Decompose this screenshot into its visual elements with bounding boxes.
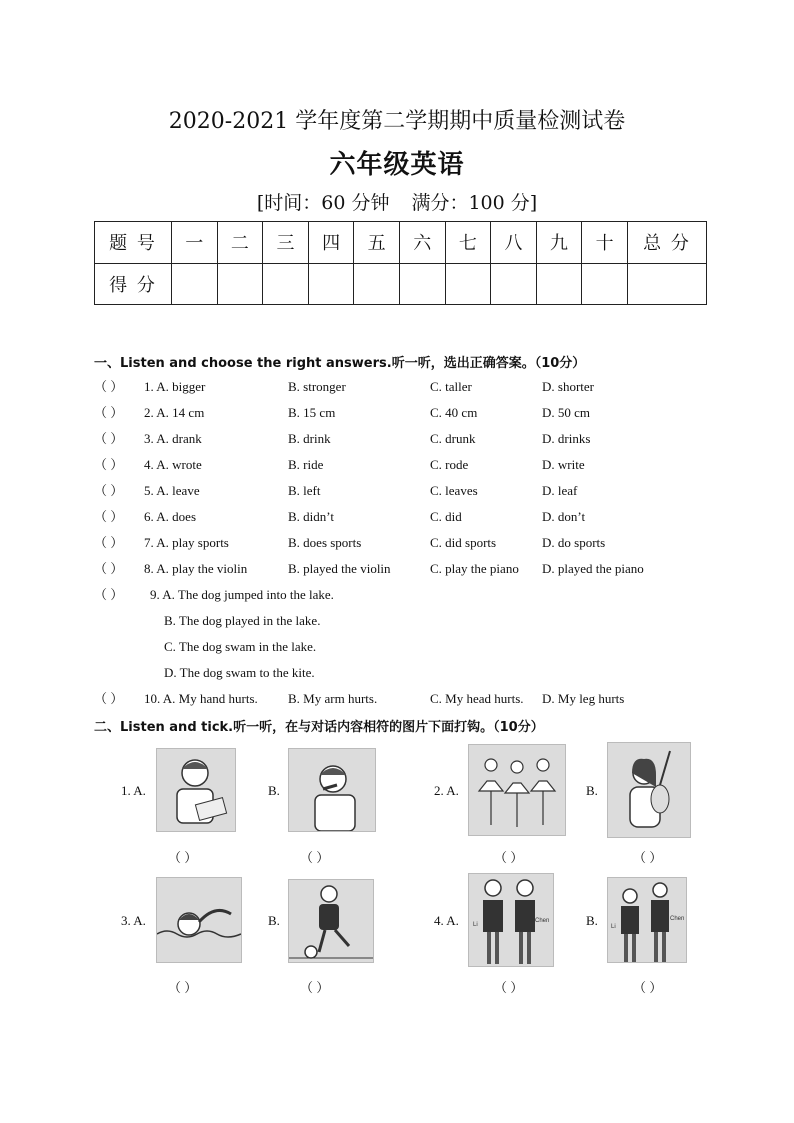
option-d: D. do sports — [542, 535, 606, 550]
item-4b-label: B. — [586, 913, 598, 928]
pipa-girl-image — [607, 742, 691, 838]
option-a: 7. A. play sports — [144, 535, 229, 550]
score-cell[interactable] — [308, 263, 354, 305]
score-table — [94, 221, 707, 305]
col-2: 二 — [217, 222, 263, 264]
section2-heading: 二、Listen and tick.听一听，在与对话内容相符的图片下面打钩。（10分） — [94, 720, 544, 735]
section1-heading: 一、Listen and choose the right answers.听一听，选出正确答案。（10分） — [94, 356, 586, 371]
option-b: B. stronger — [288, 379, 346, 394]
two-boys-image-a — [468, 873, 554, 967]
name-label-li: Li — [611, 924, 616, 930]
crying-boy-image — [288, 748, 376, 832]
item-4a-label: 4. A. — [434, 913, 459, 928]
score-cell[interactable] — [536, 263, 582, 305]
name-label-chen: Chen — [535, 918, 550, 924]
item-3a-label: 3. A. — [121, 913, 146, 928]
option-b: B. does sports — [288, 535, 362, 550]
answer-paren[interactable]: （ ） — [94, 457, 124, 472]
total-score-cell[interactable] — [628, 263, 707, 305]
col-3: 三 — [263, 222, 309, 264]
tick-3b[interactable]: （ ） — [300, 980, 330, 995]
time-label: [时间：60 分钟 — [256, 192, 390, 214]
tick-2b[interactable]: （ ） — [633, 850, 663, 865]
col-6: 六 — [399, 222, 445, 264]
item-2a-label: 2. A. — [434, 783, 459, 798]
option-d: D. The dog swam to the kite. — [164, 665, 315, 680]
answer-paren[interactable]: （ ） — [94, 691, 124, 706]
answer-paren[interactable]: （ ） — [94, 483, 124, 498]
football-boy-image — [288, 879, 374, 963]
option-d: D. don’t — [542, 509, 586, 524]
option-c: C. play the piano — [430, 561, 519, 576]
option-c: C. My head hurts. — [430, 691, 524, 706]
col-4: 四 — [308, 222, 354, 264]
score-cell[interactable] — [263, 263, 309, 305]
score-cell[interactable] — [172, 263, 218, 305]
option-b: B. My arm hurts. — [288, 691, 378, 706]
answer-paren[interactable]: （ ） — [94, 509, 124, 524]
option-c: C. did sports — [430, 535, 497, 550]
score-label: 得 分 — [95, 263, 172, 305]
tick-4a[interactable]: （ ） — [494, 980, 524, 995]
option-a: 8. A. play the violin — [144, 561, 248, 576]
score-table-header-row — [95, 222, 707, 264]
reading-boy-image — [156, 748, 236, 832]
answer-paren[interactable]: （ ） — [94, 587, 124, 602]
name-label-chen: Chen — [670, 916, 685, 922]
score-cell[interactable] — [491, 263, 537, 305]
answer-paren[interactable]: （ ） — [94, 405, 124, 420]
option-b: B. 15 cm — [288, 405, 336, 420]
option-d: D. My leg hurts — [542, 691, 625, 706]
tick-2a[interactable]: （ ） — [494, 850, 524, 865]
tick-1a[interactable]: （ ） — [168, 850, 198, 865]
option-b: B. played the violin — [288, 561, 391, 576]
option-a: 2. A. 14 cm — [144, 405, 205, 420]
item-3b-label: B. — [268, 913, 280, 928]
option-c: C. 40 cm — [430, 405, 478, 420]
col-10: 十 — [582, 222, 628, 264]
option-d: D. leaf — [542, 483, 578, 498]
option-a: 6. A. does — [144, 509, 196, 524]
swimming-boy-image — [156, 877, 242, 963]
col-7: 七 — [445, 222, 491, 264]
option-d: D. 50 cm — [542, 405, 591, 420]
ballet-dancers-image — [468, 744, 566, 836]
col-1: 一 — [172, 222, 218, 264]
option-c: C. drunk — [430, 431, 476, 446]
answer-paren[interactable]: （ ） — [94, 561, 124, 576]
item-1a-label: 1. A. — [121, 783, 146, 798]
exam-title: 2020-2021 学年度第二学期期中质量检测试卷 — [168, 109, 626, 134]
option-c: C. The dog swam in the lake. — [164, 639, 317, 654]
score-cell[interactable] — [354, 263, 400, 305]
score-cell[interactable] — [217, 263, 263, 305]
option-c: C. leaves — [430, 483, 478, 498]
option-a: 10. A. My hand hurts. — [144, 691, 258, 706]
option-c: C. rode — [430, 457, 469, 472]
option-a: 1. A. bigger — [144, 379, 206, 394]
option-d: D. drinks — [542, 431, 591, 446]
col-9: 九 — [536, 222, 582, 264]
full-score-label: 满分：100 分] — [411, 192, 538, 214]
score-cell[interactable] — [582, 263, 628, 305]
tick-4b[interactable]: （ ） — [633, 980, 663, 995]
option-b: B. drink — [288, 431, 331, 446]
option-a: 5. A. leave — [144, 483, 200, 498]
item-1b-label: B. — [268, 783, 280, 798]
name-label-li: Li — [473, 922, 478, 928]
tick-1b[interactable]: （ ） — [300, 850, 330, 865]
score-cell[interactable] — [399, 263, 445, 305]
option-b: B. didn’t — [288, 509, 334, 524]
answer-paren[interactable]: （ ） — [94, 535, 124, 550]
answer-paren[interactable]: （ ） — [94, 379, 124, 394]
col-8: 八 — [491, 222, 537, 264]
option-d: D. shorter — [542, 379, 594, 394]
total-label: 总 分 — [628, 222, 707, 264]
option-b: B. ride — [288, 457, 324, 472]
exam-subtitle: 六年级英语 — [329, 150, 465, 180]
answer-paren[interactable]: （ ） — [94, 431, 124, 446]
score-cell[interactable] — [445, 263, 491, 305]
question-number-label: 题 号 — [95, 222, 172, 264]
option-b: B. left — [288, 483, 321, 498]
option-a: 9. A. The dog jumped into the lake. — [150, 587, 334, 602]
two-boys-image-b — [607, 877, 687, 963]
option-d: D. played the piano — [542, 561, 644, 576]
option-c: C. taller — [430, 379, 472, 394]
item-2b-label: B. — [586, 783, 598, 798]
option-c: C. did — [430, 509, 462, 524]
score-table-score-row — [95, 263, 707, 305]
option-d: D. write — [542, 457, 585, 472]
option-a: 4. A. wrote — [144, 457, 202, 472]
option-b: B. The dog played in the lake. — [164, 613, 321, 628]
exam-info — [0, 188, 794, 215]
tick-3a[interactable]: （ ） — [168, 980, 198, 995]
option-a: 3. A. drank — [144, 431, 202, 446]
col-5: 五 — [354, 222, 400, 264]
